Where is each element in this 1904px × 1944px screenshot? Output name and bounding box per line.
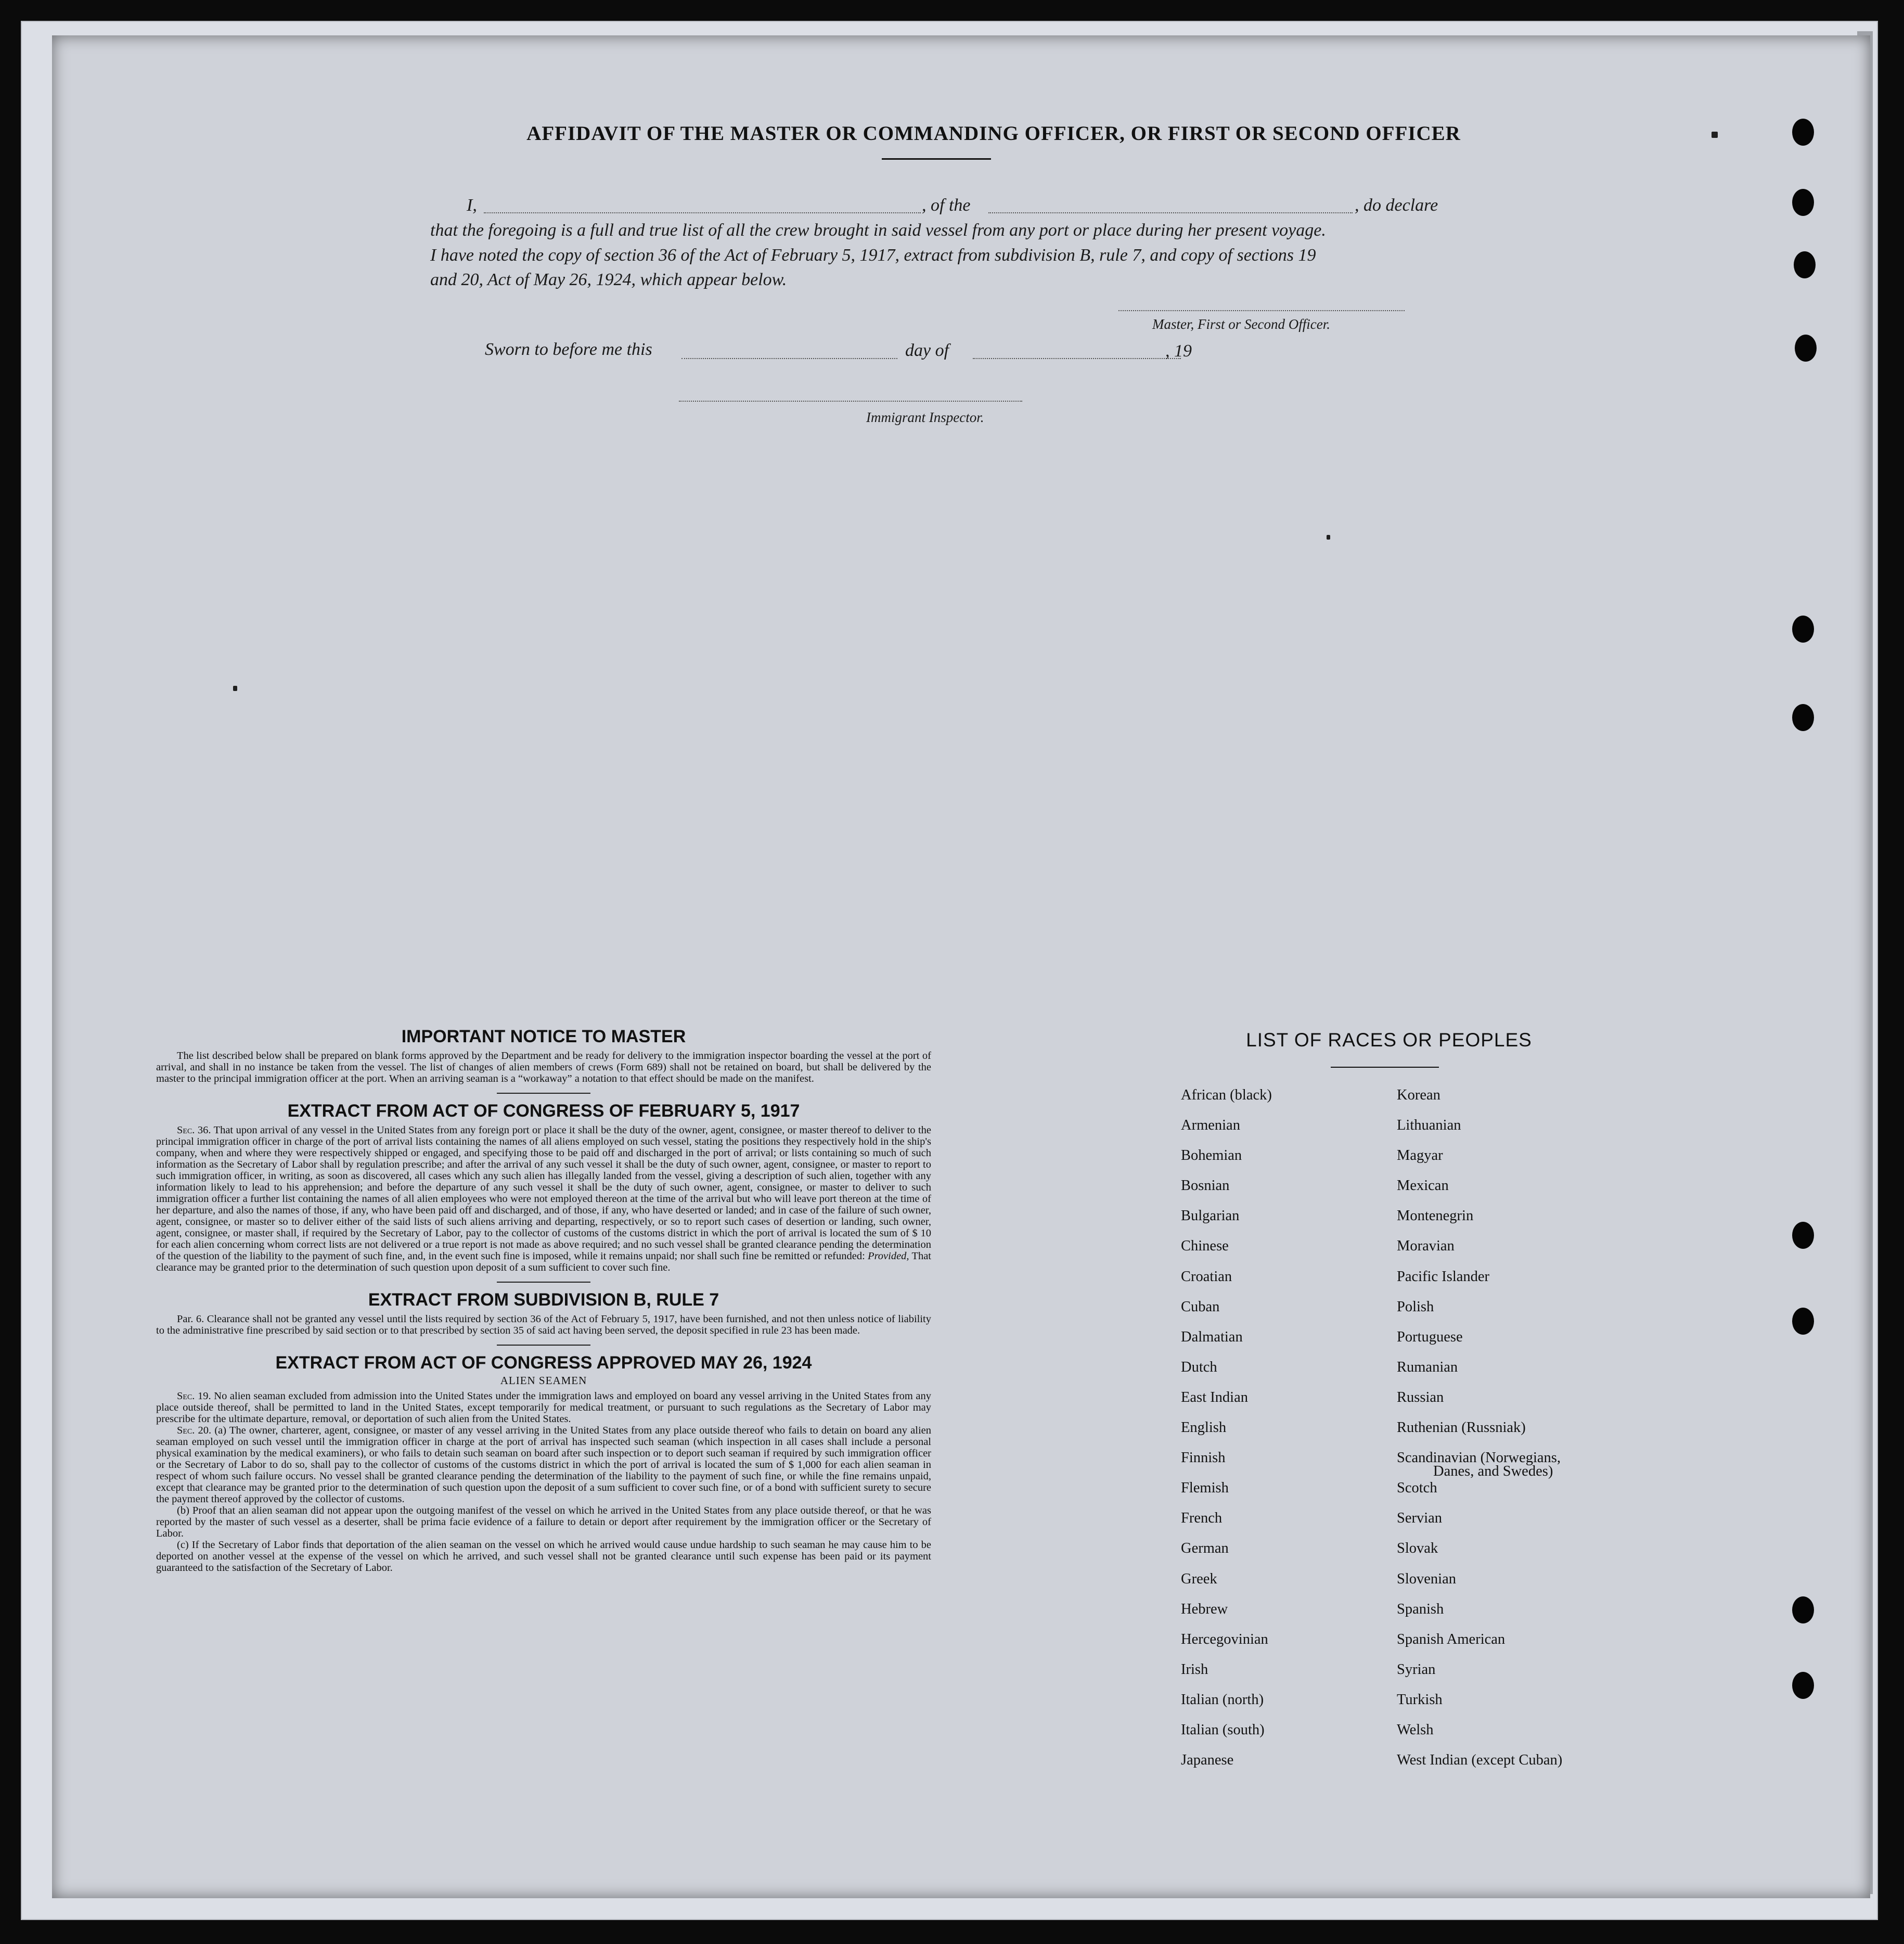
race-item: Japanese: [1181, 1752, 1234, 1769]
notice-text: [156, 1050, 931, 1084]
rule-7-text: [156, 1313, 931, 1336]
sec-20-label: Sec. 20.: [177, 1425, 212, 1436]
sec-19-body: No alien seaman excluded from admission into the United States under the immigration laws and employed on board any vessel arriving in the United States from any place outside thereof, shall be permitted to land in the United States, except temporarily for medical treatment, or pursuant to such regulations as the Secretary of Labor may prescribe for the ultimate departure, removal, or deportation of such alien from the United States.: [156, 1390, 932, 1425]
sec-20b-text: [156, 1505, 931, 1539]
rule-7-body: Clearance shall not be granted any vessel until the lists required by section 36 of the Act of February 5, 1917, have been furnished, and not then unless notice of liability to the administrative fine prescribed by said section or to that prescribed by section 35 of said act having been served, the deposit specified in rule 23 has been made.: [156, 1313, 931, 1336]
affidavit-line-4: and 20, Act of May 26, 1924, which appear below.: [430, 270, 787, 289]
race-item: Hercegovinian: [1181, 1631, 1268, 1647]
inspector-signature-field[interactable]: [679, 401, 1022, 402]
race-item: Bohemian: [1181, 1147, 1242, 1164]
race-item: Bulgarian: [1181, 1208, 1240, 1224]
of-the-label: , of the: [922, 196, 971, 215]
race-item: East Indian: [1181, 1389, 1249, 1405]
year-label: , 19: [1165, 341, 1192, 361]
race-item-continuation: Danes, and Swedes): [1433, 1463, 1553, 1480]
race-item: Irish: [1181, 1661, 1208, 1678]
section-divider: [497, 1093, 590, 1094]
race-item: Finnish: [1181, 1450, 1226, 1466]
race-item: Greek: [1181, 1570, 1217, 1587]
race-item: Armenian: [1181, 1117, 1240, 1134]
race-item: Montenegrin: [1397, 1208, 1474, 1224]
race-item: Hebrew: [1181, 1601, 1228, 1617]
affidavit-title-rule: [882, 158, 991, 160]
affidavit-line-2: that the foregoing is a full and true list of all the crew brought in said vessel from any port or place during her present voyage.: [430, 221, 1326, 240]
races-title-rule: [1331, 1067, 1439, 1068]
rule-7-title: EXTRACT FROM SUBDIVISION B, RULE 7: [368, 1290, 719, 1310]
race-item: Russian: [1397, 1389, 1444, 1405]
race-item: Portuguese: [1397, 1328, 1463, 1345]
do-declare-label: , do declare: [1355, 196, 1438, 215]
sworn-label: Sworn to before me this: [485, 340, 652, 359]
race-item: Dutch: [1181, 1359, 1217, 1375]
race-item: Italian (north): [1181, 1691, 1264, 1708]
race-item: English: [1181, 1419, 1227, 1436]
sec-19-text: [156, 1390, 931, 1425]
sec-20a-text: [156, 1425, 931, 1505]
section-divider: [497, 1282, 590, 1283]
race-item: Spanish: [1397, 1601, 1444, 1617]
race-item: Rumanian: [1397, 1359, 1458, 1375]
race-item: Scotch: [1397, 1480, 1437, 1497]
declarant-label: I,: [467, 196, 477, 215]
vessel-name-field[interactable]: [988, 212, 1353, 213]
act-1917-title: EXTRACT FROM ACT OF CONGRESS OF FEBRUARY 5, 1917: [287, 1101, 800, 1121]
legal-notices: [156, 1027, 931, 1574]
race-item: Lithuanian: [1397, 1117, 1461, 1134]
officer-signature-caption: Master, First or Second Officer.: [1152, 316, 1330, 332]
day-of-label: day of: [905, 341, 949, 360]
race-item: Moravian: [1397, 1238, 1455, 1255]
section-divider: [497, 1345, 590, 1346]
sec-19-label: Sec. 19.: [177, 1390, 211, 1402]
sec-20a-body: (a) The owner, charterer, agent, consignee, or master of any vessel arriving in the United States from any place outside thereof who fails to detain on board any alien seaman employed on such vessel until the immigration officer in charge at the port of arrival has inspected such seaman (which inspection in all cases shall include a personal physical examination by the medical examiners), or who fails to detain such seaman on board after such inspection or to deport such seaman if required by such immigration officer or the Secretary of Labor to do so, shall pay to the collector of customs of the customs district in which the port of arrival is located the sum of $ 1,000 for each alien seaman in respect of whom such failure occurs. No vessel shall be granted clearance pending the determination of the liability to the payment of such fine, or while the fine remains unpaid, except that clearance may be granted prior to the determination of such question upon the deposit of a sum sufficient to cover such fine, or of a bond with sufficient surety to secure the payment thereof approved by the collector of customs.: [156, 1425, 932, 1505]
race-item: West Indian (except Cuban): [1397, 1752, 1563, 1769]
race-item: Polish: [1397, 1298, 1434, 1315]
race-item: Spanish American: [1397, 1631, 1506, 1647]
race-item: Pacific Islander: [1397, 1268, 1490, 1285]
act-1917-section-label: Sec. 36.: [177, 1124, 211, 1136]
race-item: Scandinavian (Norwegians, Danes, and Swedes): [1397, 1450, 1561, 1480]
officer-signature-field[interactable]: [1118, 310, 1405, 311]
sworn-day-field[interactable]: [681, 358, 897, 359]
race-item: Italian (south): [1181, 1721, 1265, 1738]
act-1917-body: That upon arrival of any vessel in the United States from any foreign port or place it shall be the duty of the owner, agent, consignee, or master thereof to deliver to the principal immigration officer in charge of the port of arrival lists containing the names of all aliens employed on such vessel, stating the positions they respectively hold in the ship's company, when and where they were respectively shipped or engaged, and specifying those to be paid off and discharged in the port of arrival; or lists containing so much of such information as the Secretary of Labor shall by regulation prescribe; and after the arrival of any such vessel it shall be the duty of such owner, agent, consignee, or master to report to such immigration officer, in writing, as soon as discovered, all cases which any such alien has illegally landed from the vessel, giving a description of such alien, together with any information likely to lead to his apprehension; and before the departure of any such vessel it shall be the duty of such owner, agent, consignee, or master to deliver to such immigration officer a further list containing the names of all alien employees who were not employed thereon at the time of the arrival but who will leave port thereon at the time of her departure, and also the names of those, if any, who have been paid off and discharged, and of those, if any, who have deserted or landed; and in case of the failure of such owner, agent, consignee, or master so to deliver either of the said lists of such aliens arriving and departing, respectively, or so to report such cases of desertion or landing, such owner, agent, consignee, or master shall, if required by the Secretary of Labor, pay to the collector of customs of the customs district in which the port of arrival is located the sum of $ 10 for each alien concerning whom correct lists are not delivered or a true report is not made as above required; and no such vessel shall be granted clearance pending the determination of the question of the liability to the payment of such fine, and, in the event such fine is imposed, while it remains unpaid; nor shall such fine be remitted or refunded:: [156, 1124, 931, 1262]
act-1924-title: EXTRACT FROM ACT OF CONGRESS APPROVED MAY 26, 1924: [275, 1353, 812, 1373]
inspector-caption: Immigrant Inspector.: [866, 410, 984, 425]
race-item: Ruthenian (Russniak): [1397, 1419, 1526, 1436]
affidavit-title: AFFIDAVIT OF THE MASTER OR COMMANDING OFFICER, OR FIRST OR SECOND OFFICER: [526, 122, 1461, 145]
affidavit-line-3: I have noted the copy of section 36 of the Act of February 5, 1917, extract from subdivision B, rule 7, and copy of sections 19: [430, 246, 1316, 265]
race-item: Mexican: [1397, 1178, 1449, 1194]
race-item: Flemish: [1181, 1480, 1229, 1497]
race-item: Magyar: [1397, 1147, 1443, 1164]
race-item: Chinese: [1181, 1238, 1229, 1255]
declarant-name-field[interactable]: [484, 212, 921, 213]
race-item: Turkish: [1397, 1691, 1443, 1708]
sec-20b-body: (b) Proof that an alien seaman did not appear upon the outgoing manifest of the vessel on which he arrived in the United States from any place outside thereof, or that he was reported by the master of such vessel as a deserter, shall be prima facie evidence of a failure to detain or deport after requirement by the immigration officer or the Secretary of Labor.: [156, 1505, 931, 1539]
act-1924-subtitle: ALIEN SEAMEN: [500, 1374, 587, 1387]
race-item: French: [1181, 1510, 1223, 1527]
sec-20c-body: (c) If the Secretary of Labor finds that deportation of the alien seaman on the vessel on which he arrived would cause undue hardship to such seaman he may cause him to be deported on another vessel at the expense of the vessel on which he arrived, and such vessel shall not be granted clearance until such expense has been paid or its payment guaranteed to the satisfaction of the Secretary of Labor.: [156, 1539, 931, 1574]
act-1917-provided: Provided,: [868, 1250, 909, 1262]
race-item: Slovak: [1397, 1540, 1438, 1557]
notice-body: The list described below shall be prepared on blank forms approved by the Department and be ready for delivery to the immigration inspector boarding the vessel at the port of arrival, and shall in no instance be taken from the vessel. The list of changes of alien members of crews (Form 689) shall not be retained on board, but shall be delivered by the master to the principal immigration officer at the port. When an arriving seaman is a “workaway” a notation to that effect should be made on the manifest.: [156, 1050, 931, 1084]
rule-7-par-label: Par. 6.: [177, 1313, 204, 1325]
notice-title: IMPORTANT NOTICE TO MASTER: [401, 1027, 686, 1046]
affidavit-section: [52, 35, 1870, 1898]
race-item: Cuban: [1181, 1298, 1220, 1315]
race-item: German: [1181, 1540, 1229, 1557]
race-item: Slovenian: [1397, 1570, 1456, 1587]
document-page: [52, 35, 1870, 1898]
race-item: Syrian: [1397, 1661, 1436, 1678]
races-column-left: [1181, 1088, 1272, 1783]
race-item: Croatian: [1181, 1268, 1232, 1285]
races-title: LIST OF RACES OR PEOPLES: [1246, 1029, 1532, 1051]
race-item: Dalmatian: [1181, 1328, 1243, 1345]
race-item: Welsh: [1397, 1721, 1434, 1738]
race-item: Servian: [1397, 1510, 1443, 1527]
sworn-month-field[interactable]: [973, 358, 1181, 359]
sec-20c-text: [156, 1539, 931, 1574]
race-item: Bosnian: [1181, 1178, 1230, 1194]
races-column-right: [1397, 1088, 1562, 1783]
act-1917-end: That clearance may be granted prior to the determination of such question upon deposit of a sum sufficient to cover such fine.: [156, 1250, 932, 1273]
race-item: Korean: [1397, 1087, 1440, 1103]
act-1917-text: [156, 1124, 931, 1273]
race-item: African (black): [1181, 1087, 1272, 1103]
